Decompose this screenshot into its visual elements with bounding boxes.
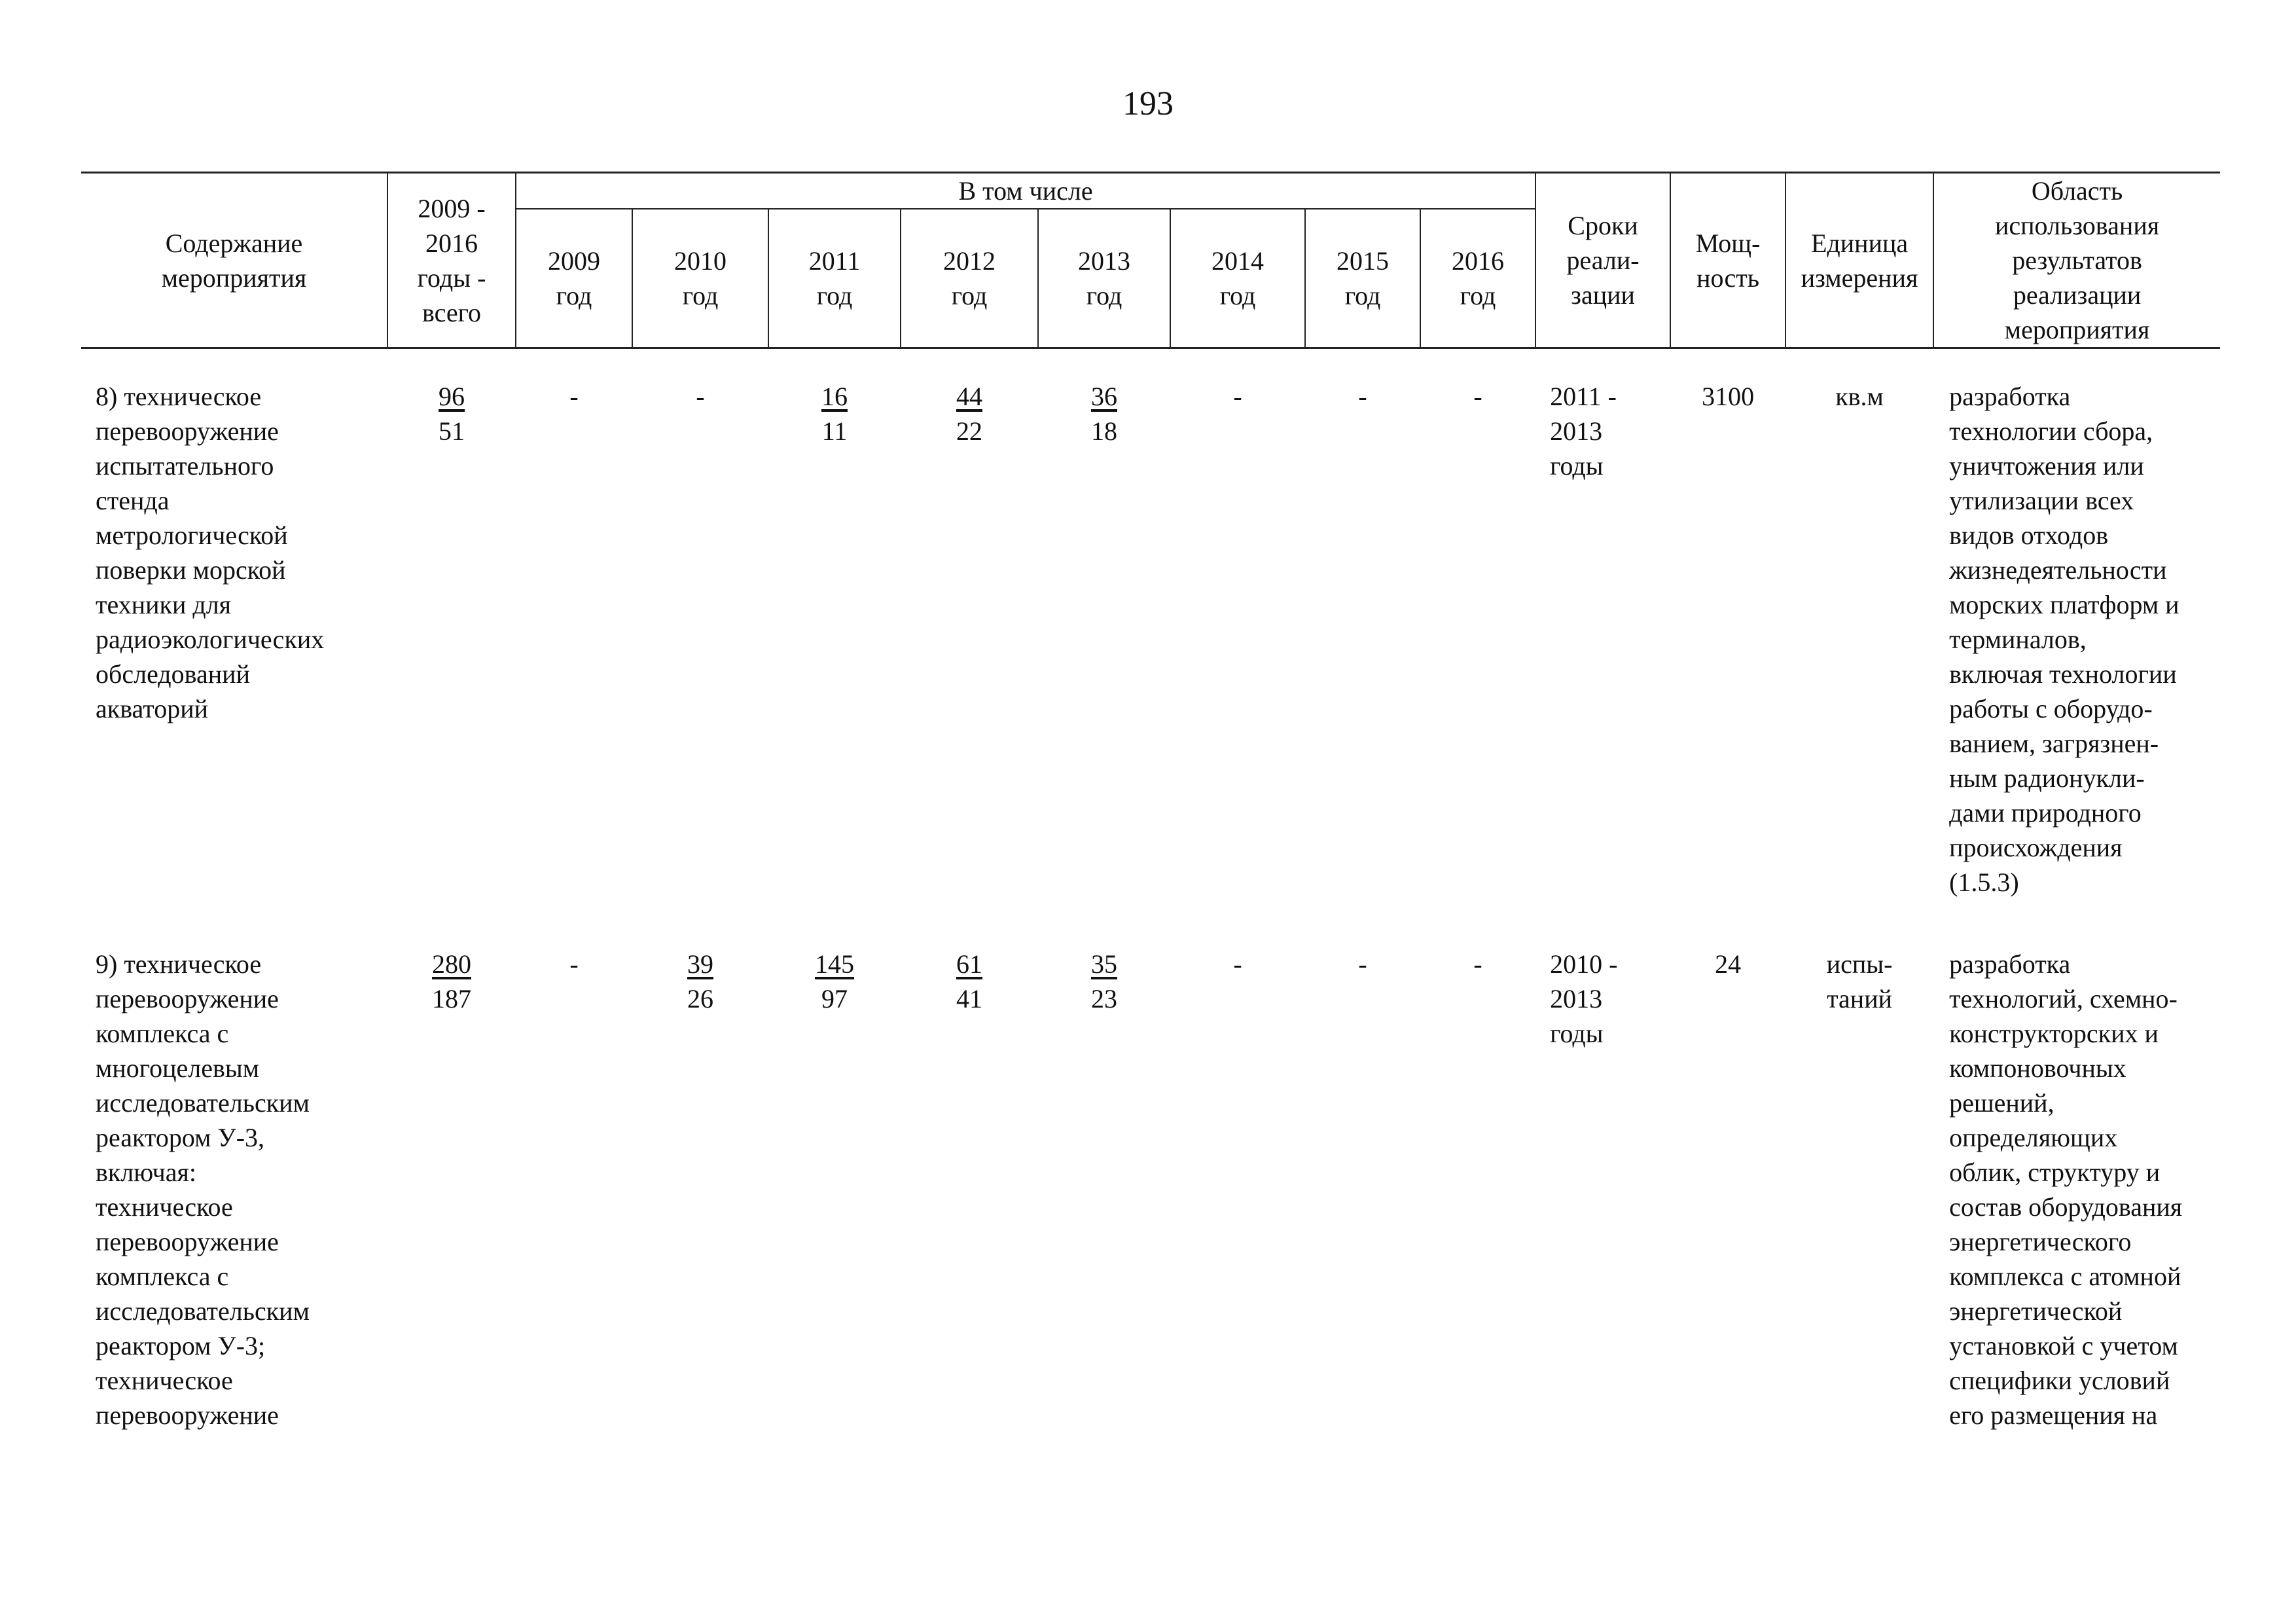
- header-year-label: 2010: [674, 246, 726, 276]
- header-year-2010: [632, 209, 768, 348]
- row-unit: кв.м: [1835, 382, 1884, 411]
- header-year-2009: [516, 209, 632, 348]
- header-area: Область использования результатов реализации мероприятия: [1933, 173, 2220, 348]
- header-year-label: 2012: [943, 246, 996, 276]
- value-total: 96: [439, 382, 465, 411]
- table-row: [81, 379, 2220, 900]
- header-content: Содержание мероприятия: [81, 173, 387, 348]
- value-total: 36: [1091, 382, 1117, 411]
- row-y2013: [1038, 947, 1170, 1432]
- row-y2015: -: [1358, 382, 1367, 411]
- row-y2010: -: [696, 382, 705, 411]
- row-terms: 2010 - 2013 годы: [1550, 949, 1618, 1048]
- table-row: [81, 947, 2220, 1432]
- header-unit: Единица измерения: [1785, 173, 1933, 348]
- header-year-word: год: [1344, 281, 1381, 310]
- activities-table: [81, 172, 2220, 1432]
- table-header: [81, 173, 2220, 348]
- header-terms: Сроки реали- зации: [1535, 173, 1670, 348]
- row-y2011: [768, 947, 901, 1432]
- header-year-label: 2016: [1452, 246, 1505, 276]
- header-power: Мощ- ность: [1670, 173, 1785, 348]
- row-power: 24: [1715, 949, 1742, 979]
- header-year-2014: [1170, 209, 1305, 348]
- header-year-label: 2015: [1336, 246, 1389, 276]
- header-total: 2009 - 2016 годы - всего: [387, 173, 516, 348]
- row-area: разработка технологий, схемно- конструкторских и компоновочных решений, определяющих облик, структуру и состав оборудования энергетического комплекса с атомной энергетической установкой с учетом специфики условий его размещения на: [1949, 949, 2183, 1430]
- value-total: 16: [821, 382, 848, 411]
- row-content: 8) техническое перевооружение испытательного стенда метрологической поверки морской техники для радиоэкологических обследований акваторий: [96, 382, 325, 723]
- value-federal: 41: [956, 984, 982, 1013]
- value-federal: 11: [821, 416, 848, 446]
- header-year-word: год: [556, 281, 592, 310]
- value-federal: 187: [432, 984, 471, 1013]
- value-total: 44: [956, 382, 982, 411]
- value-total: 61: [956, 949, 982, 979]
- row-y2014: -: [1233, 949, 1242, 979]
- row-total: [387, 947, 516, 1432]
- header-year-word: год: [816, 281, 853, 310]
- row-y2009: -: [569, 382, 579, 411]
- header-year-word: год: [951, 281, 988, 310]
- value-federal: 22: [956, 416, 982, 446]
- value-federal: 97: [821, 984, 848, 1013]
- row-y2014: -: [1233, 382, 1242, 411]
- row-y2012: [901, 947, 1038, 1432]
- header-year-label: 2013: [1078, 246, 1130, 276]
- row-y2012: [901, 379, 1038, 900]
- header-year-2015: [1305, 209, 1420, 348]
- row-y2015: -: [1358, 949, 1367, 979]
- value-federal: 51: [439, 416, 465, 446]
- row-y2011: [768, 379, 901, 900]
- header-year-label: 2011: [808, 246, 861, 276]
- value-total: 280: [432, 949, 471, 979]
- header-year-label: 2009: [548, 246, 600, 276]
- header-year-2012: [901, 209, 1038, 348]
- row-total: [387, 379, 516, 900]
- header-year-2016: [1420, 209, 1535, 348]
- value-total: 145: [815, 949, 854, 979]
- header-year-word: год: [682, 281, 719, 310]
- value-federal: 26: [687, 984, 713, 1013]
- row-y2016: -: [1473, 382, 1482, 411]
- table-body: [81, 348, 2220, 1433]
- value-total: 39: [687, 949, 713, 979]
- row-content: 9) техническое перевооружение комплекса с многоцелевым исследовательским реактором У-3, включая: техническое перевооружение комплекса с исследовательским реактором У-3; техническое перевооружение: [96, 949, 310, 1430]
- header-year-word: год: [1219, 281, 1256, 310]
- value-total: 35: [1091, 949, 1117, 979]
- value-federal: 23: [1091, 984, 1117, 1013]
- header-year-word: год: [1086, 281, 1122, 310]
- row-power: 3100: [1702, 382, 1755, 411]
- row-terms: 2011 - 2013 годы: [1550, 382, 1617, 481]
- page-number: 193: [1122, 85, 1174, 122]
- value-federal: 18: [1091, 416, 1117, 446]
- row-y2009: -: [569, 949, 579, 979]
- row-y2016: -: [1473, 949, 1482, 979]
- header-year-2013: [1038, 209, 1170, 348]
- row-area: разработка технологии сбора, уничтожения или утилизации всех видов отходов жизнедеятельности морских платформ и терминалов, включая технологии работы с оборудо- ванием, загрязнен- ным радионукли- дами природного происхождения (1.5.3): [1949, 382, 2179, 897]
- header-year-word: год: [1460, 281, 1496, 310]
- row-y2010: [632, 947, 768, 1432]
- row-unit: испы- таний: [1826, 949, 1893, 1013]
- row-y2013: [1038, 379, 1170, 900]
- header-year-2011: [768, 209, 901, 348]
- header-year-label: 2014: [1211, 246, 1264, 276]
- header-including: В том числе: [516, 173, 1535, 210]
